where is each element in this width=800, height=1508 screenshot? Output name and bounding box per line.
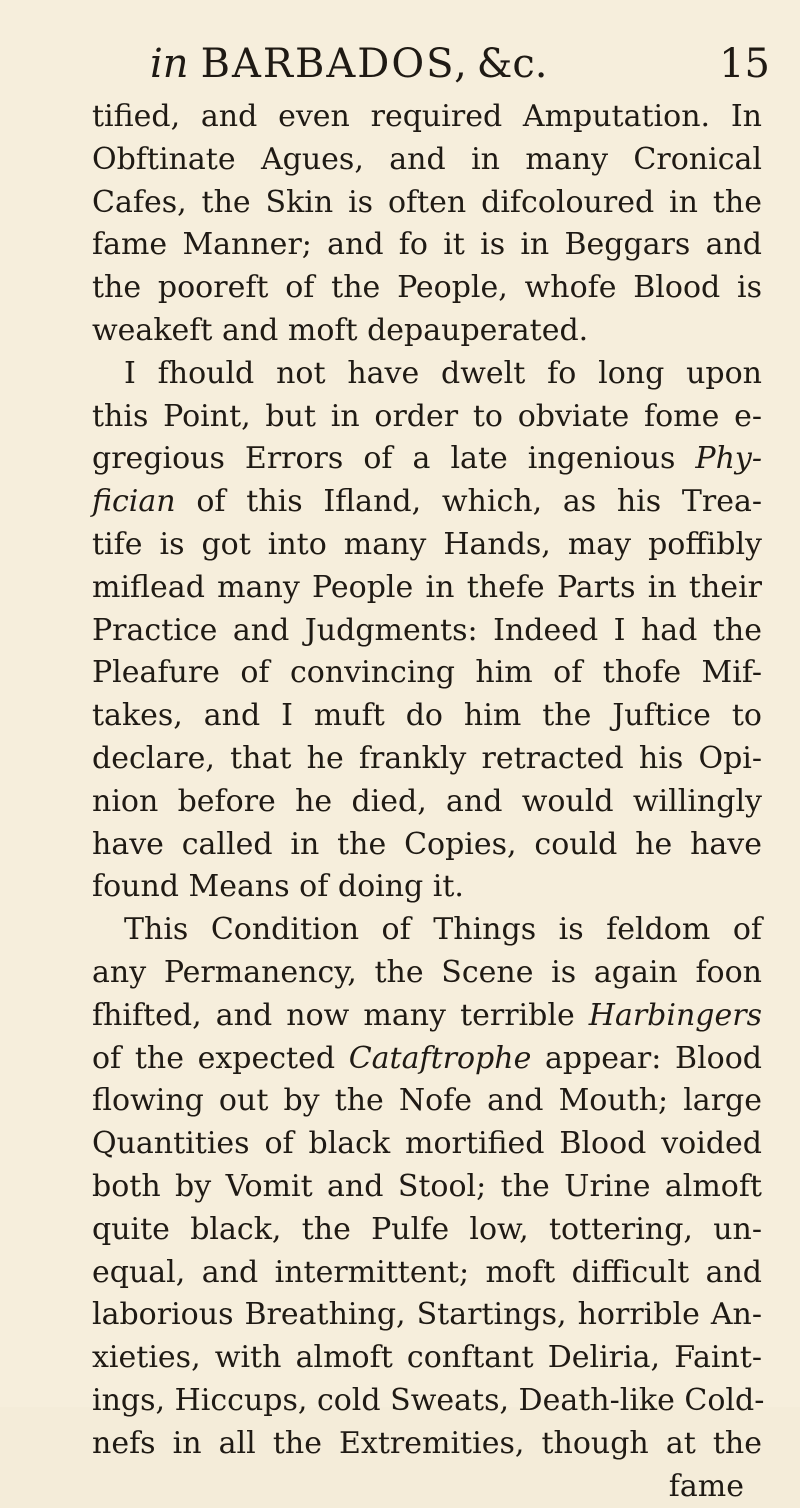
text-line: tified, and even required Amputation. In bbox=[92, 96, 762, 139]
header-etc: &c. bbox=[477, 41, 548, 87]
text-line: miflead many People in thefe Parts in their bbox=[92, 567, 762, 610]
text-line: fician of this Ifland, which, as his Trea- bbox=[92, 481, 762, 524]
italic-word: Harbingers bbox=[589, 998, 762, 1033]
text-line: fame Manner; and fo it is in Beggars and bbox=[92, 224, 762, 267]
text-line: Pleafure of convincing him of thofe Mif- bbox=[92, 652, 762, 695]
text-line: nion before he died, and would willingly bbox=[92, 781, 762, 824]
italic-word: Phy- bbox=[695, 441, 762, 476]
header-prefix: in bbox=[150, 41, 189, 87]
running-header bbox=[150, 34, 770, 94]
text-line: any Permanency, the Scene is again foon bbox=[92, 952, 762, 995]
page-number: 15 bbox=[719, 34, 770, 94]
header-title: BARBADOS, bbox=[201, 41, 469, 87]
text-line: weakeft and moft depauperated. bbox=[92, 310, 762, 353]
text-line: xieties, with almoft conftant Deliria, Faint- bbox=[92, 1337, 762, 1380]
text-line: Obftinate Agues, and in many Cronical bbox=[92, 139, 762, 182]
text-line: equal, and intermittent; moft difficult and bbox=[92, 1252, 762, 1295]
text-line: Practice and Judgments: Indeed I had the bbox=[92, 610, 762, 653]
text-line: quite black, the Pulfe low, tottering, un- bbox=[92, 1209, 762, 1252]
italic-word: fician bbox=[92, 484, 176, 519]
text-line: the pooreft of the People, whofe Blood is bbox=[92, 267, 762, 310]
text-line: flowing out by the Nofe and Mouth; large bbox=[92, 1080, 762, 1123]
text-line: ings, Hiccups, cold Sweats, Death-like Cold- bbox=[92, 1380, 762, 1423]
text-line: I fhould not have dwelt fo long upon bbox=[92, 353, 762, 396]
text-line: nefs in all the Extremities, though at the bbox=[92, 1423, 762, 1466]
italic-word: Cataftrophe bbox=[349, 1041, 532, 1076]
text-line: fhifted, and now many terrible Harbingers bbox=[92, 995, 762, 1038]
text-line: gregious Errors of a late ingenious Phy- bbox=[92, 438, 762, 481]
text-line: have called in the Copies, could he have bbox=[92, 824, 762, 867]
text-line: Cafes, the Skin is often difcoloured in the bbox=[92, 182, 762, 225]
text-line: takes, and I muft do him the Juftice to bbox=[92, 695, 762, 738]
text-line: declare, that he frankly retracted his Opi- bbox=[92, 738, 762, 781]
text-line: of the expected Cataftrophe appear: Blood bbox=[92, 1038, 762, 1081]
text-line: found Means of doing it. bbox=[92, 866, 762, 909]
text-line: This Condition of Things is feldom of bbox=[92, 909, 762, 952]
text-line: fame bbox=[92, 1466, 762, 1508]
body-text bbox=[92, 96, 762, 1508]
text-line: both by Vomit and Stool; the Urine almoft bbox=[92, 1166, 762, 1209]
text-line: laborious Breathing, Startings, horrible An- bbox=[92, 1294, 762, 1337]
text-line: this Point, but in order to obviate fome e- bbox=[92, 396, 762, 439]
text-line: tife is got into many Hands, may poffibly bbox=[92, 524, 762, 567]
text-line: Quantities of black mortified Blood voided bbox=[92, 1123, 762, 1166]
